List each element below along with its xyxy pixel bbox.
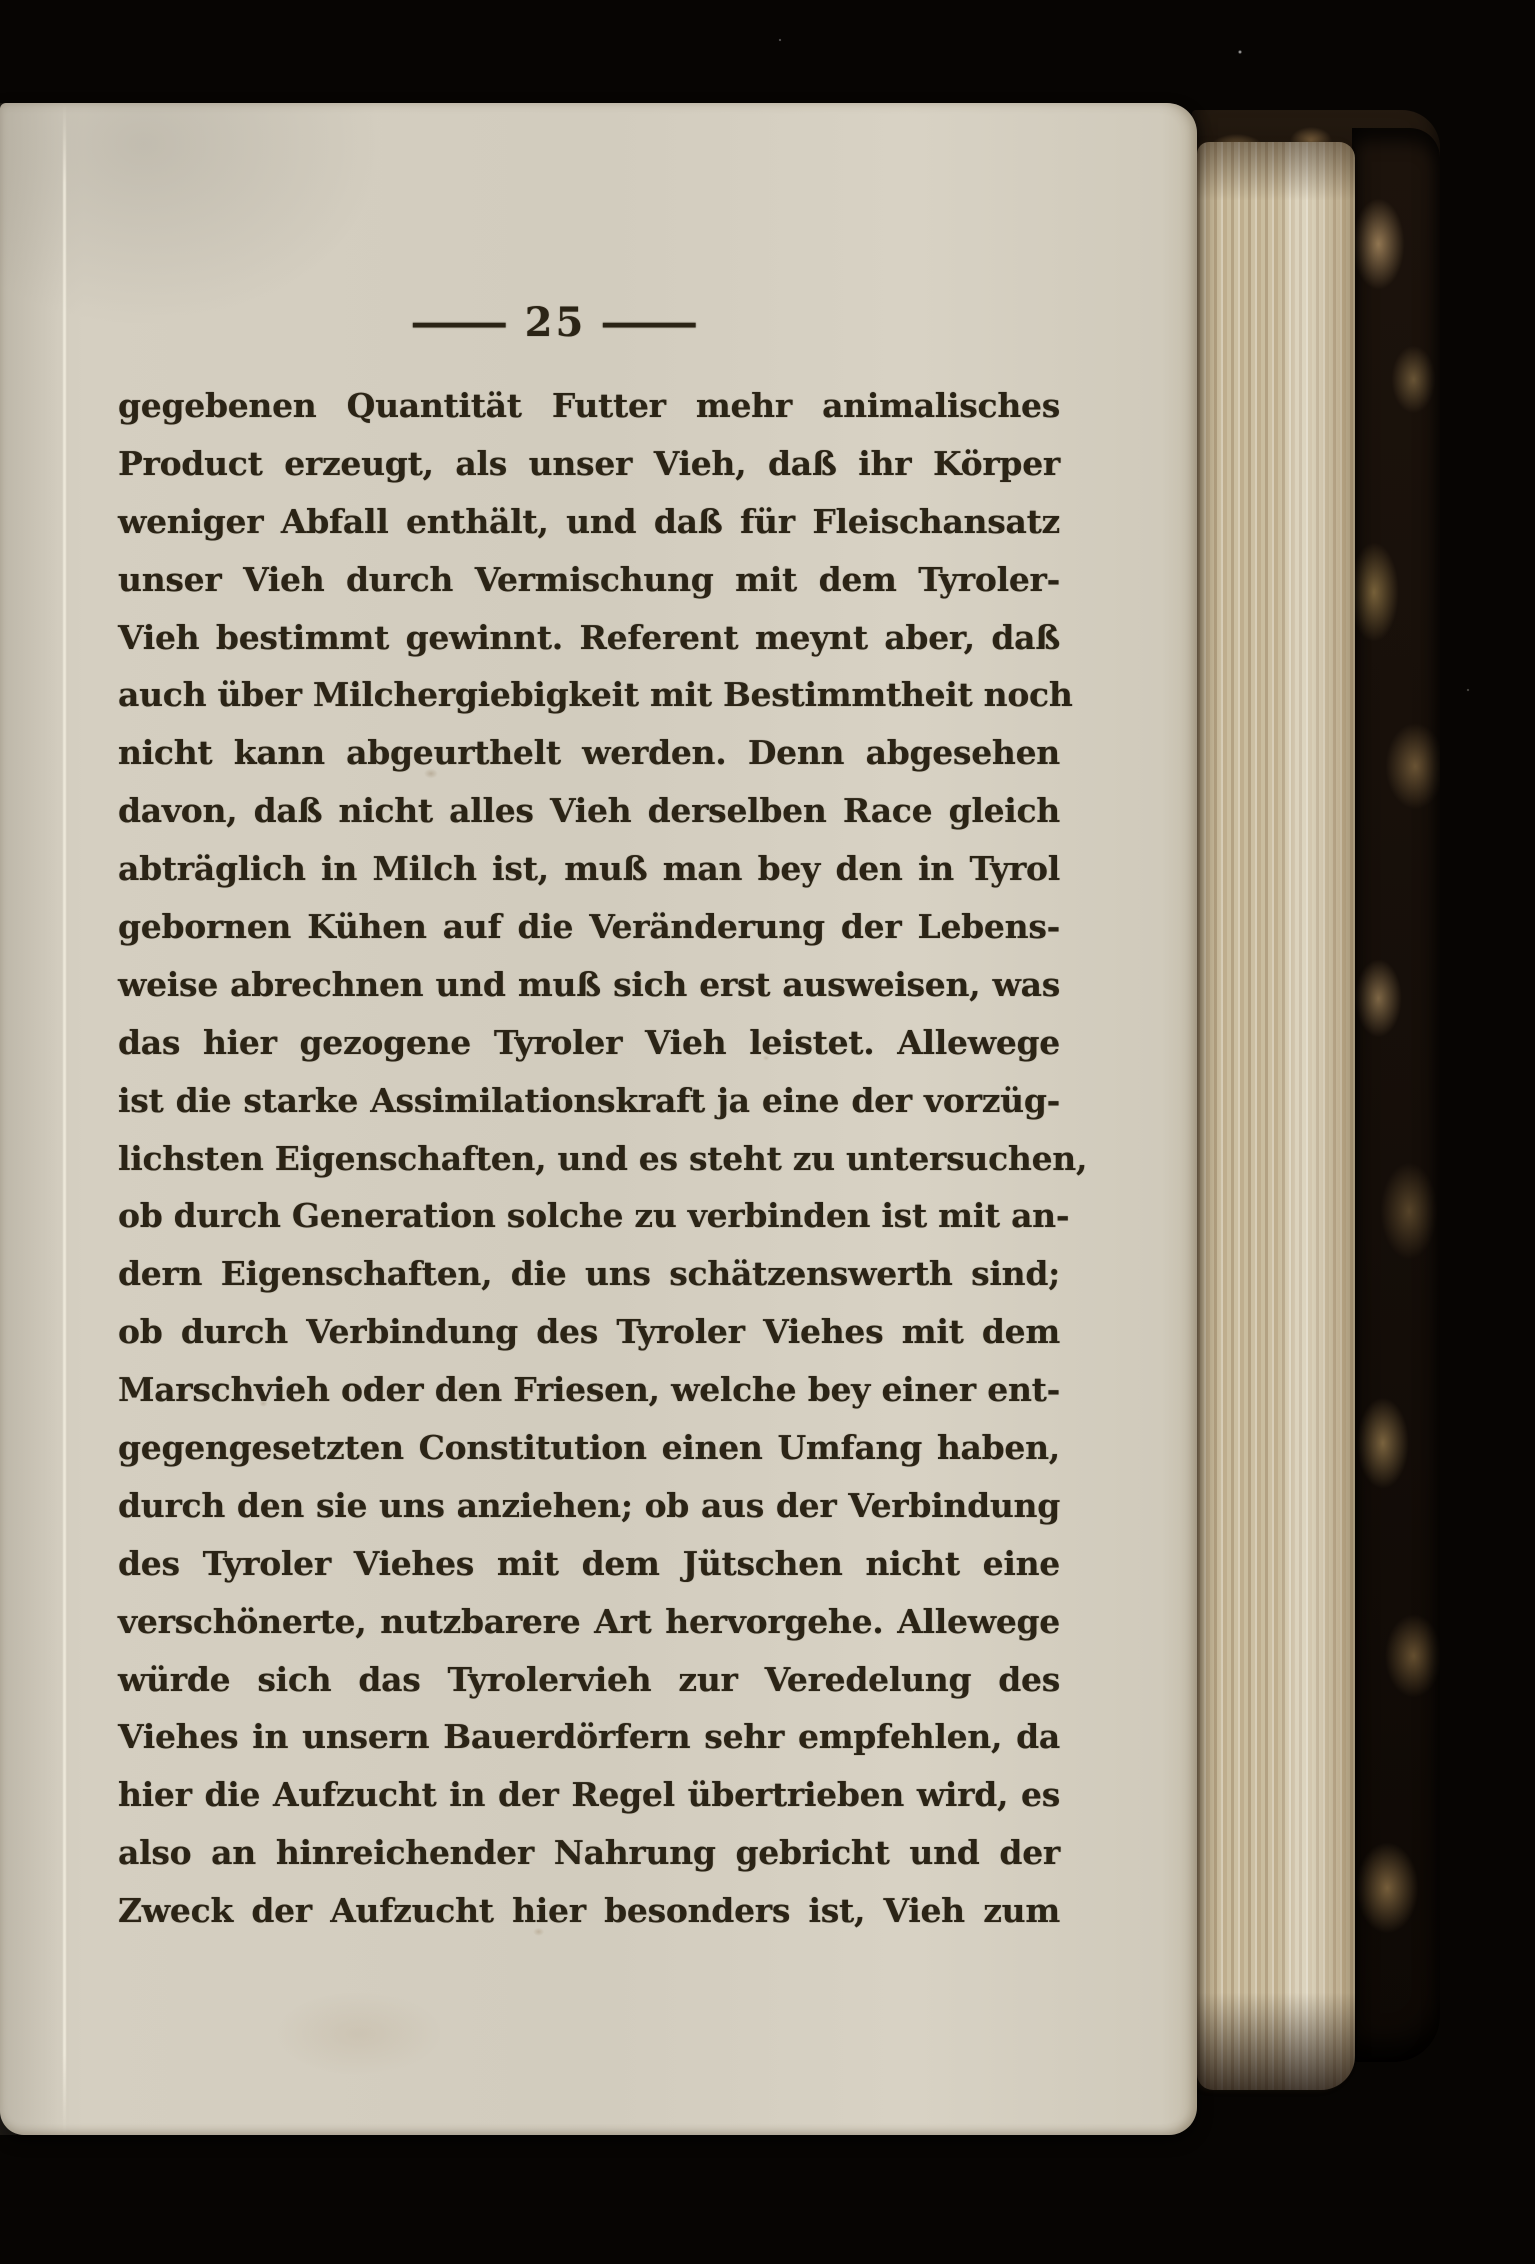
book-page — [0, 103, 1197, 2135]
text-line: nicht kann abgeurthelt werden. Denn abgesehen — [118, 733, 1060, 773]
text-line: also an hinreichender Nahrung gebricht und der — [118, 1833, 1060, 1873]
text-line: weniger Abfall enthält, und daß für Fleischansatz — [118, 501, 1060, 541]
text-line: gegebenen Quantität Futter mehr animalisches — [118, 386, 1060, 425]
text-line: gebornen Kühen auf die Veränderung der Lebens- — [118, 907, 1060, 947]
text-line: unser Vieh durch Vermischung mit dem Tyroler- — [118, 559, 1060, 599]
text-line: Viehes in unsern Bauerdörfern sehr empfehlen, da — [118, 1717, 1060, 1757]
book-fore-edge-pages — [1197, 142, 1355, 2090]
text-line: ob durch Generation solche zu verbinden ist mit an- — [118, 1196, 1070, 1236]
gutter-fold-highlight — [63, 103, 66, 2135]
text-line: abträglich in Milch ist, muß man bey den in Tyrol — [118, 849, 1060, 889]
text-line: hier die Aufzucht in der Regel übertrieben wird, es — [118, 1775, 1060, 1815]
text-line: das hier gezogene Tyroler Vieh leistet. Allewege — [118, 1022, 1060, 1062]
text-line: würde sich das Tyrolervieh zur Veredelung des — [118, 1659, 1060, 1699]
text-line: lichsten Eigenschaften, und es steht zu untersuchen, — [118, 1138, 1088, 1178]
text-line: davon, daß nicht alles Vieh derselben Race gleich — [118, 791, 1060, 831]
text-block — [118, 377, 1088, 1940]
text-line: Zweck der Aufzucht hier besonders ist, Vieh zum — [118, 1891, 1060, 1931]
text-line: ist die starke Assimilationskraft ja eine der vorzüg- — [118, 1080, 1060, 1120]
text-line: dern Eigenschaften, die uns schätzenswerth sind; — [118, 1254, 1060, 1294]
text-line: ob durch Verbindung des Tyroler Viehes mit dem — [118, 1312, 1060, 1352]
text-line: Marschvieh oder den Friesen, welche bey einer ent- — [118, 1370, 1060, 1410]
page-number: 25 — [524, 299, 587, 346]
header-left-rule: — — [406, 299, 514, 346]
text-line: durch den sie uns anziehen; ob aus der Verbindung — [118, 1485, 1060, 1525]
text-line: gegengesetzten Constitution einen Umfang haben, — [118, 1428, 1060, 1468]
text-line: des Tyroler Viehes mit dem Jütschen nicht eine — [118, 1543, 1060, 1583]
marbled-cover-edge — [1352, 128, 1440, 2062]
text-line: verschönerte, nutzbarere Art hervorgehe. Allewege — [118, 1601, 1060, 1641]
text-line: Product erzeugt, als unser Vieh, daß ihr Körper — [118, 443, 1060, 483]
text-line: Vieh bestimmt gewinnt. Referent meynt aber, daß — [118, 617, 1060, 657]
gutter-shading — [0, 103, 60, 2135]
text-line: auch über Milchergiebigkeit mit Bestimmtheit noch — [118, 675, 1073, 715]
running-head — [118, 299, 993, 353]
text-line: weise abrechnen und muß sich erst ausweisen, was — [118, 964, 1060, 1004]
header-right-rule: — — [597, 299, 705, 346]
